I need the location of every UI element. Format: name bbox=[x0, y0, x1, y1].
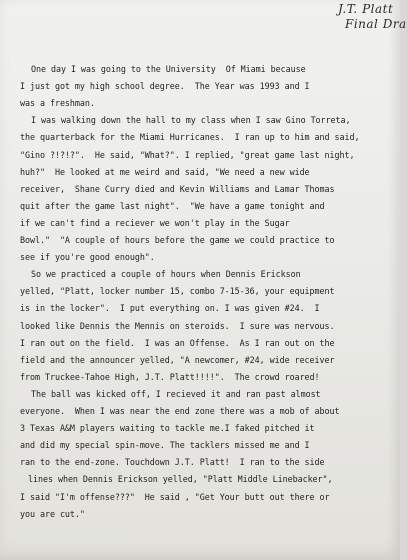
handwritten-author-name: J.T. Platt bbox=[338, 2, 394, 16]
story-line: I ran out on the field. I was an Offense. As I ran out on the bbox=[20, 337, 335, 348]
story-line: receiver, Shane Curry died and Kevin Williams and Lamar Thomas bbox=[20, 183, 335, 194]
story-line: from Truckee-Tahoe High, J.T. Platt!!!!". The crowd roared! bbox=[20, 371, 320, 382]
story-line: So we practiced a couple of hours when Dennis Erickson bbox=[31, 269, 301, 280]
story-line: "Gino ?!?!?". He said, "What?". I replied, "great game last night, bbox=[20, 149, 355, 160]
story-line: and did my special spin-move. The tacklers missed me and I bbox=[20, 440, 310, 451]
story-line: The ball was kicked off, I recieved it and ran past almost bbox=[31, 388, 321, 399]
handwritten-draft-note: Final Dra bbox=[345, 17, 407, 31]
story-line: yelled, "Platt, locker number 15, combo 7-15-36, your equipment bbox=[20, 286, 335, 297]
story-line: you are cut." bbox=[20, 508, 85, 519]
story-line: I said "I'm offense???" He said , "Get Your butt out there or bbox=[20, 491, 330, 502]
story-line: huh?" He looked at me weird and said, "We need a new wide bbox=[20, 166, 310, 177]
story-line: I was walking down the hall to my class when I saw Gino Torreta, bbox=[31, 115, 351, 126]
story-line: looked like Dennis the Mennis on steroids. I sure was nervous. bbox=[20, 320, 335, 331]
story-line: if we can't find a reciever we won't play in the Sugar bbox=[20, 217, 290, 228]
story-line: is in the locker". I put everything on. I was given #24. I bbox=[20, 303, 320, 314]
story-line: was a freshman. bbox=[20, 98, 95, 109]
story-line: everyone. When I was near the end zone there was a mob of about bbox=[20, 406, 340, 416]
story-line: lines when Dennis Erickson yelled, "Platt Middle Linebacker", bbox=[28, 474, 333, 485]
story-line: I just got my high school degree. The Year was 1993 and I bbox=[20, 81, 310, 92]
story-line: One day I was going to the University Of Miami because bbox=[31, 64, 306, 74]
story-line: field and the announcer yelled, "A newcomer, #24, wide receiver bbox=[20, 354, 335, 365]
story-line: ran to the end-zone. Touchdown J.T. Platt! I ran to the side bbox=[20, 457, 325, 468]
story-line: quit after the game last night". "We have a game tonight and bbox=[20, 200, 325, 211]
story-line: the quarterback for the Miami Hurricanes. I ran up to him and said, bbox=[20, 132, 360, 143]
story-line: Bowl." "A couple of hours before the game we could practice to bbox=[20, 235, 335, 245]
story-line: 3 Texas A&M players waiting to tackle me.I faked pitched it bbox=[20, 423, 315, 434]
story-line: see if you're good enough". bbox=[20, 252, 155, 263]
